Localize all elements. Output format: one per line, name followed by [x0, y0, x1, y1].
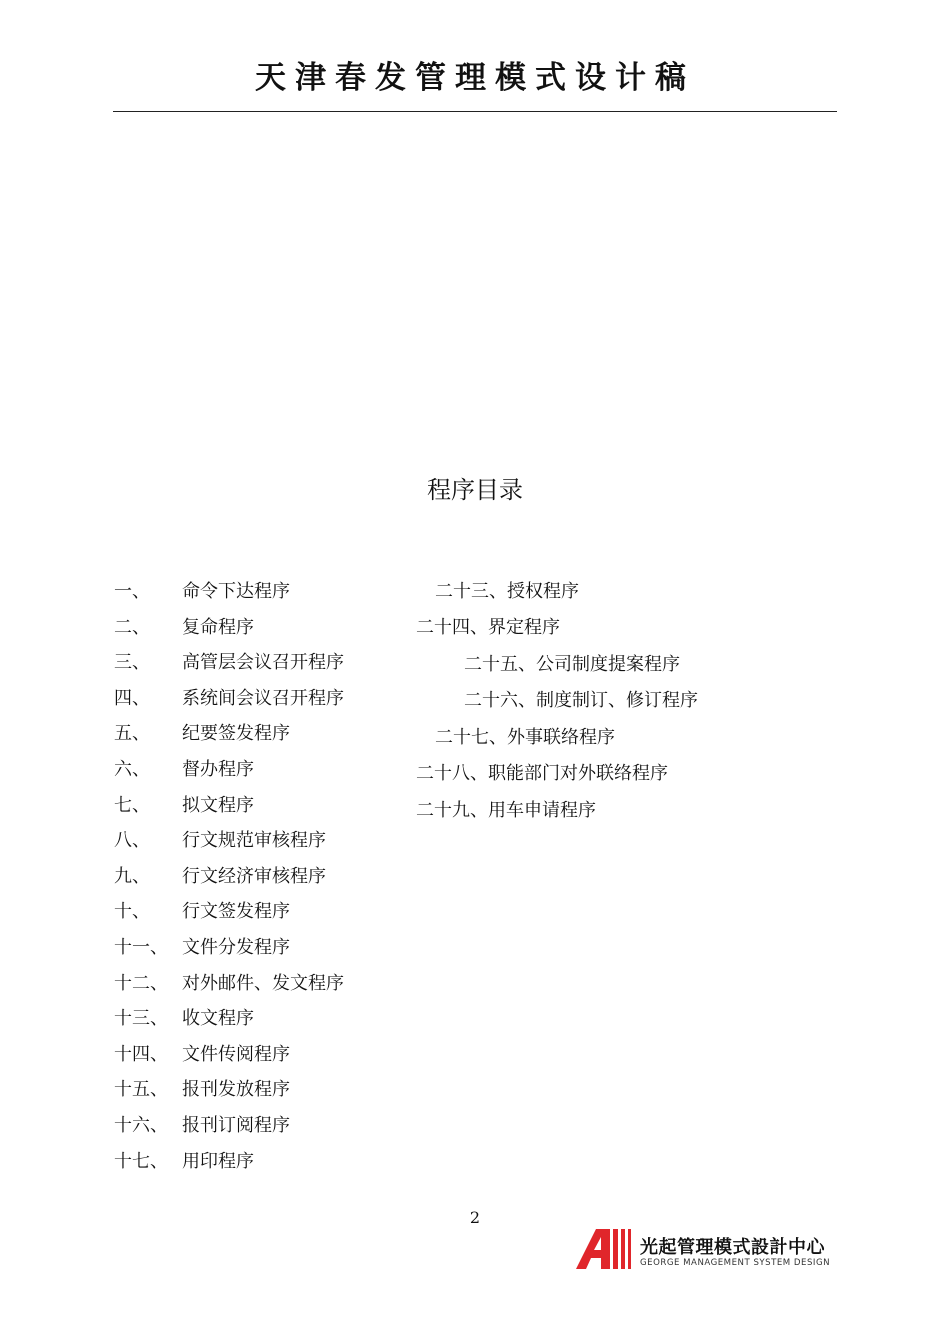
toc-item-number: 十、: [114, 901, 150, 923]
toc-item-number: 七、: [114, 794, 150, 816]
toc-item: 二十六、制度制订、修订程序: [464, 690, 698, 711]
toc-item-number: 五、: [114, 723, 150, 745]
logo-subtitle: GEORGE MANAGEMENT SYSTEM DESIGN: [640, 1258, 831, 1268]
toc-item-label: 对外邮件、发文程序: [182, 972, 344, 994]
toc-item-label: 文件传阅程序: [182, 1043, 290, 1065]
toc-item: 二十九、用车申请程序: [416, 800, 596, 821]
toc-item-label: 纪要签发程序: [182, 723, 290, 745]
toc-item-label: 文件分发程序: [182, 936, 290, 958]
toc-item-label: 收文程序: [182, 1008, 254, 1030]
toc-item-label: 报刊发放程序: [182, 1079, 290, 1101]
toc-item-number: 十一、: [114, 936, 168, 958]
toc-item-label: 督办程序: [182, 758, 254, 780]
page-number: 2: [469, 1208, 481, 1227]
toc-item-label: 用印程序: [182, 1150, 254, 1172]
logo-name: 光起管理模式設計中心: [640, 1237, 825, 1258]
toc-item-number: 十二、: [114, 972, 168, 994]
toc-item-number: 十六、: [114, 1114, 168, 1136]
toc-item-number: 一、: [114, 581, 150, 602]
toc-item-label: 拟文程序: [182, 794, 254, 816]
toc-item-number: 四、: [114, 687, 150, 709]
toc-item-number: 十五、: [114, 1079, 168, 1101]
toc-item: 二十四、界定程序: [416, 617, 560, 638]
toc-item-label: 高管层会议召开程序: [182, 652, 344, 674]
toc-title: 程序目录: [427, 476, 523, 504]
toc-item: 二十八、职能部门对外联络程序: [416, 763, 668, 784]
toc-item-number: 十三、: [114, 1008, 168, 1030]
toc-item: 二十三、授权程序: [435, 581, 579, 602]
toc-item-label: 行文经济审核程序: [182, 865, 326, 887]
toc-item-number: 九、: [114, 865, 150, 887]
toc-item-label: 行文规范审核程序: [182, 830, 326, 852]
document-header-title: 天津春发管理模式设计稿: [255, 60, 695, 96]
toc-item-label: 命令下达程序: [182, 581, 290, 602]
company-logo: [576, 1227, 841, 1271]
toc-item-label: 系统间会议召开程序: [182, 687, 344, 709]
toc-item-number: 六、: [114, 758, 150, 780]
toc-item-number: 十七、: [114, 1150, 168, 1172]
toc-item-label: 复命程序: [182, 616, 254, 638]
toc-item-number: 八、: [114, 830, 150, 852]
toc-item-number: 二、: [114, 616, 150, 638]
toc-item-label: 行文签发程序: [182, 901, 290, 923]
toc-item-number: 三、: [114, 652, 150, 674]
header-divider: [113, 111, 837, 112]
toc-item: 二十五、公司制度提案程序: [464, 654, 680, 675]
logo-mark-icon: [576, 1229, 634, 1269]
toc-item-number: 十四、: [114, 1043, 168, 1065]
toc-item-label: 报刊订阅程序: [182, 1114, 290, 1136]
toc-item: 二十七、外事联络程序: [435, 727, 615, 748]
